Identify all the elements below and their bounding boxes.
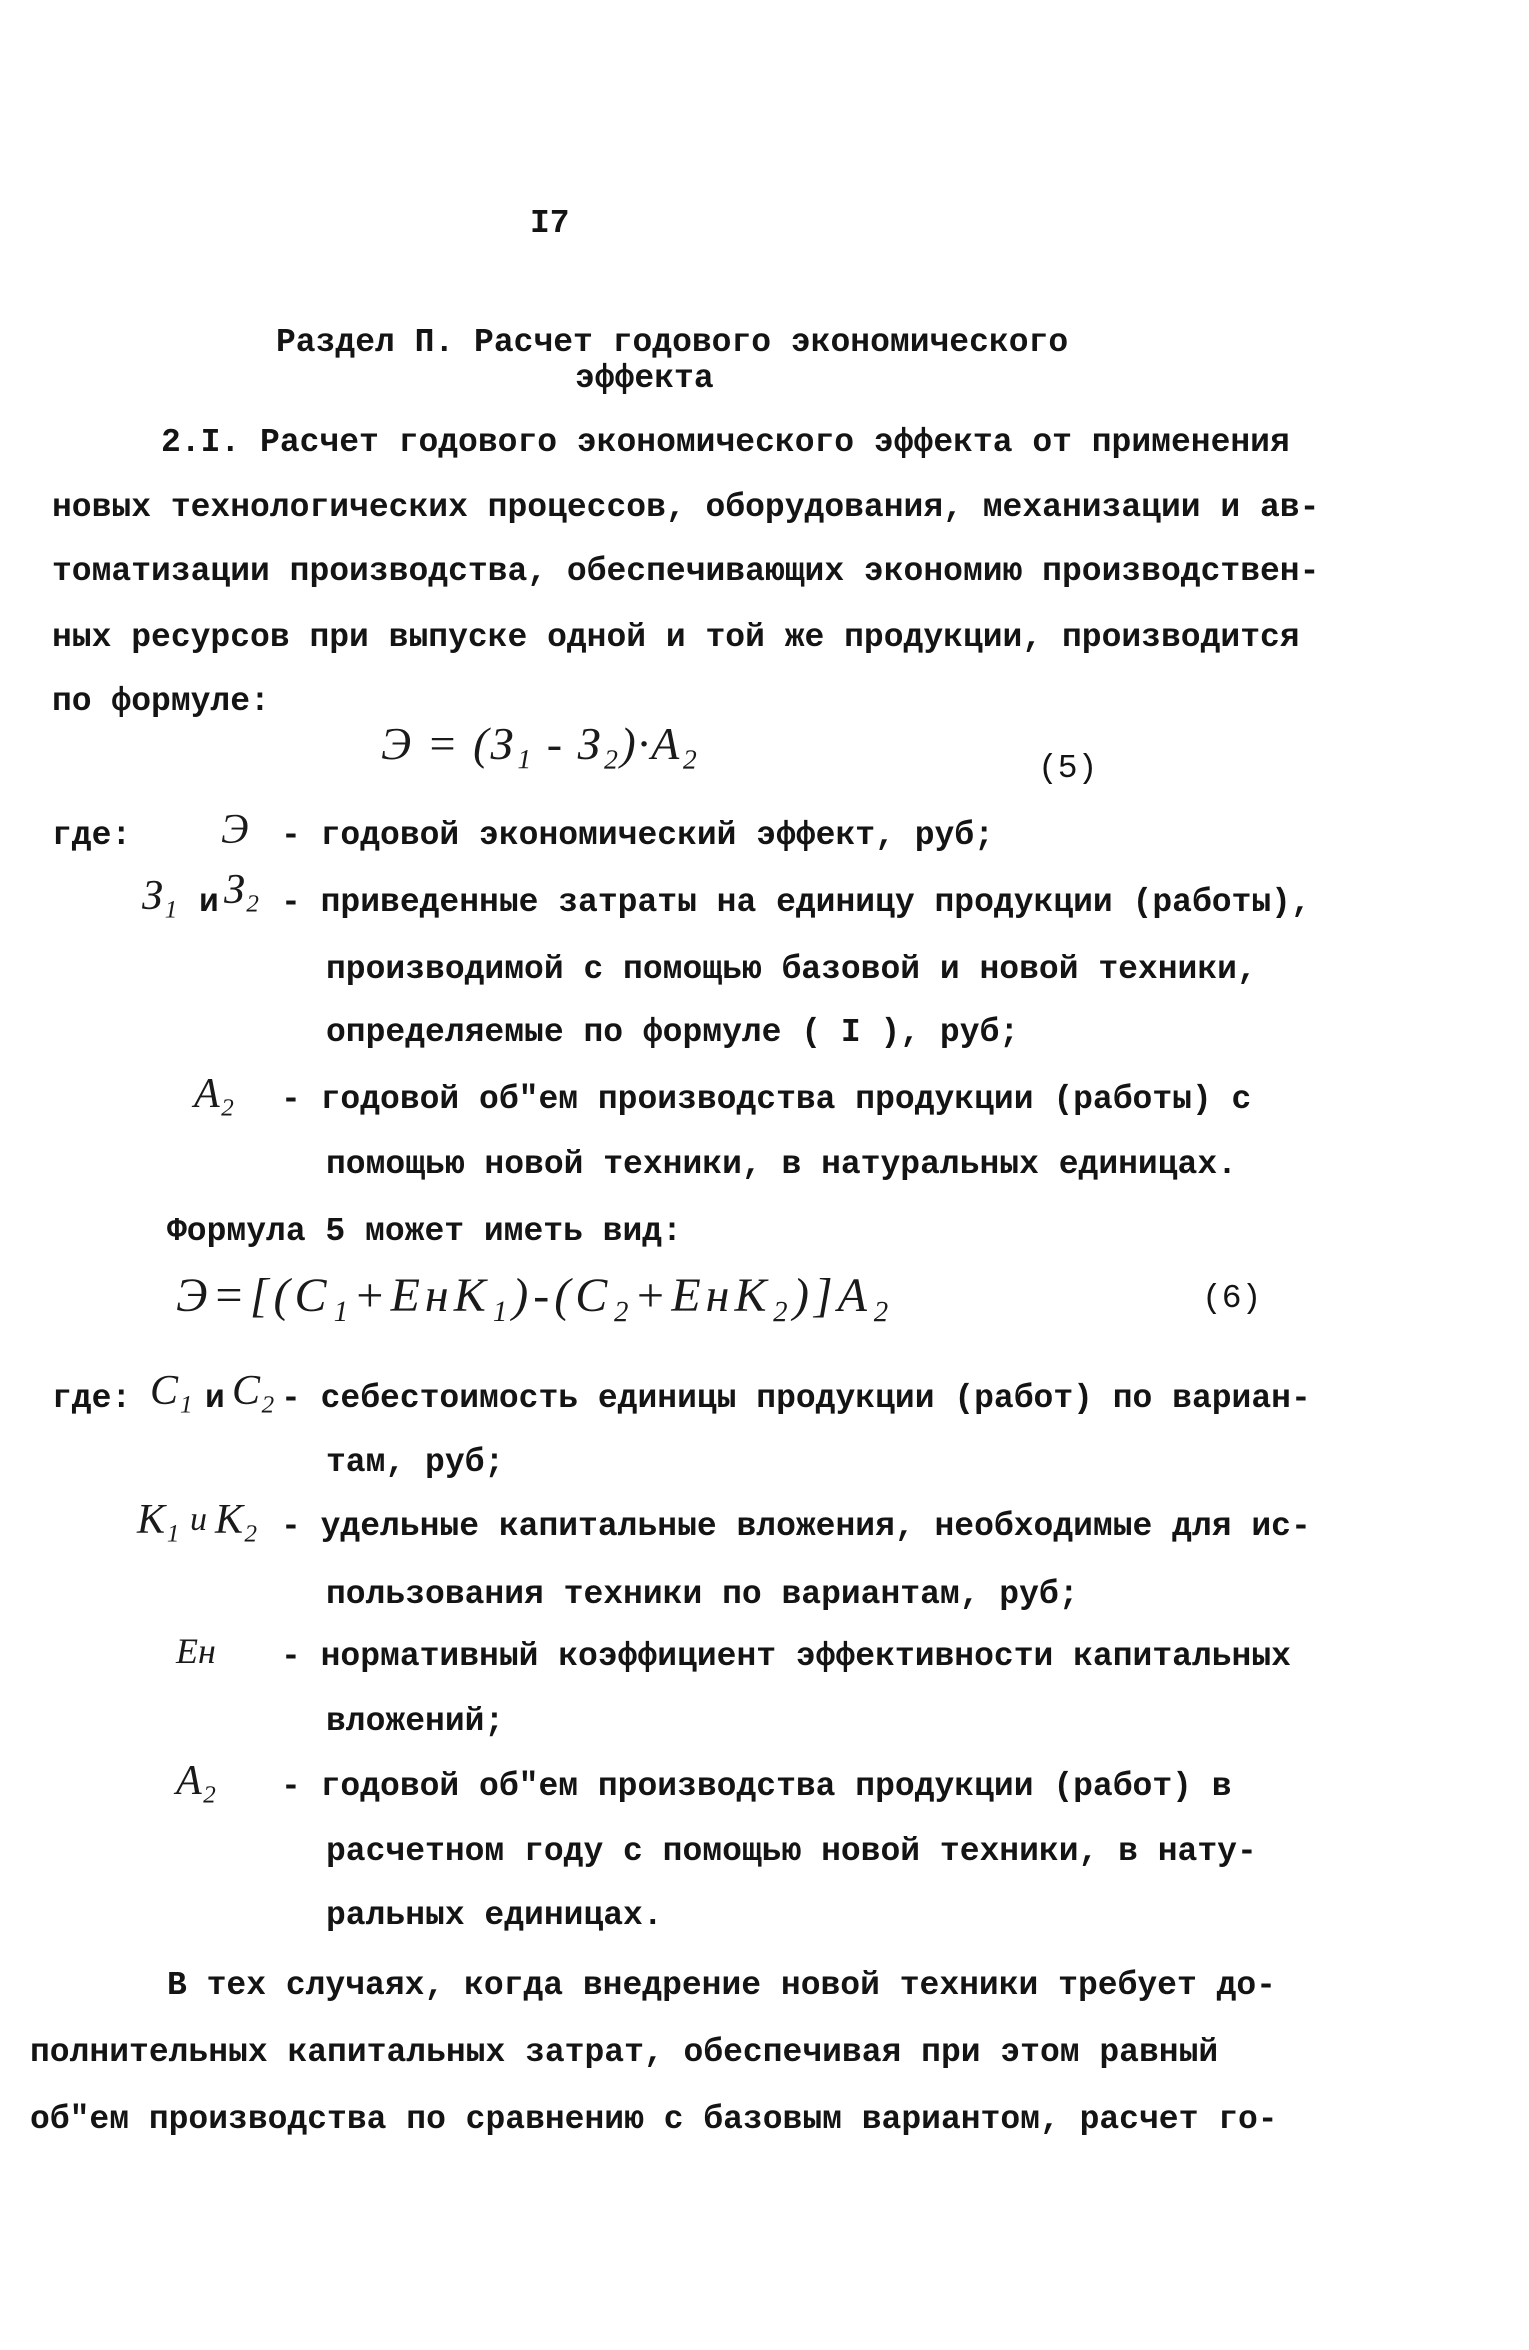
section-title-line-2: эффекта [575, 360, 714, 397]
definition-symbol: К₁ [137, 1497, 180, 1543]
definition-joiner: и [205, 1380, 225, 1417]
definition-symbol: С₂ [232, 1368, 275, 1414]
definition-line: - нормативный коэффициент эффективности капитальных [281, 1638, 1291, 1675]
formula-6-expression: Э=[(С₁+ЕнК₁)-(С₂+ЕнК₂)]А₂ [176, 1269, 894, 1322]
definition-line: ральных единицах. [326, 1897, 663, 1934]
paragraph-line: по формуле: [52, 683, 270, 720]
definitions-intro: где: [52, 817, 132, 854]
definition-line: пользования техники по вариантам, руб; [326, 1576, 1079, 1613]
definition-symbol: Э [221, 807, 249, 853]
definition-line: там, руб; [326, 1444, 505, 1481]
paragraph-line: В тех случаях, когда внедрение новой техники требует до- [167, 1967, 1276, 2004]
definition-line: - удельные капитальные вложения, необходимые для ис- [281, 1508, 1311, 1545]
paragraph-line: новых технологических процессов, оборудования, механизации и ав- [52, 489, 1320, 526]
definition-joiner: и [199, 884, 219, 921]
formula-5-label: (5) [1038, 750, 1098, 787]
definition-joiner: и [190, 1501, 207, 1538]
definition-symbol: А₂ [176, 1758, 217, 1804]
paragraph-line: об"ем производства по сравнению с базовым вариантом, расчет го- [30, 2101, 1278, 2138]
definition-line: - годовой об"ем производства продукции (работы) с [281, 1081, 1252, 1118]
page-number: I7 [530, 205, 570, 242]
definition-symbol: З₂ [224, 867, 260, 913]
definition-symbol: С₁ [150, 1368, 193, 1414]
definition-symbol: А₂ [194, 1071, 235, 1117]
formula-6-intro: Формула 5 может иметь вид: [167, 1213, 682, 1250]
definitions-intro: где: [52, 1380, 132, 1417]
definition-symbol: З₁ [142, 873, 178, 919]
definition-line: - годовой об"ем производства продукции (работ) в [281, 1768, 1232, 1805]
definition-symbol: Ен [176, 1631, 216, 1671]
definition-line: расчетном году с помощью новой техники, в нату- [326, 1833, 1257, 1870]
paragraph-line: 2.I. Расчет годового экономического эффекта от применения [161, 424, 1290, 461]
definition-line: - приведенные затраты на единицу продукции (работы), [281, 884, 1311, 921]
definition-line: - годовой экономический эффект, руб; [281, 817, 994, 854]
paragraph-line: полнительных капитальных затрат, обеспечивая при этом равный [30, 2034, 1219, 2071]
definition-line: производимой с помощью базовой и новой техники, [326, 951, 1257, 988]
definition-line: - себестоимость единицы продукции (работ) по вариан- [281, 1380, 1311, 1417]
formula-5-expression: Э = (З₁ - З₂)·А₂ [381, 718, 700, 769]
paragraph-line: ных ресурсов при выпуске одной и той же продукции, производится [52, 619, 1300, 656]
section-title-line-1: Раздел П. Расчет годового экономического [276, 324, 1069, 361]
definition-line: определяемые по формуле ( I ), руб; [326, 1014, 1020, 1051]
paragraph-line: томатизации производства, обеспечивающих экономию производствен- [52, 553, 1320, 590]
definition-symbol: К₂ [215, 1497, 258, 1543]
definition-line: вложений; [326, 1703, 505, 1740]
formula-6-label: (6) [1202, 1280, 1262, 1317]
definition-line: помощью новой техники, в натуральных единицах. [326, 1146, 1237, 1183]
